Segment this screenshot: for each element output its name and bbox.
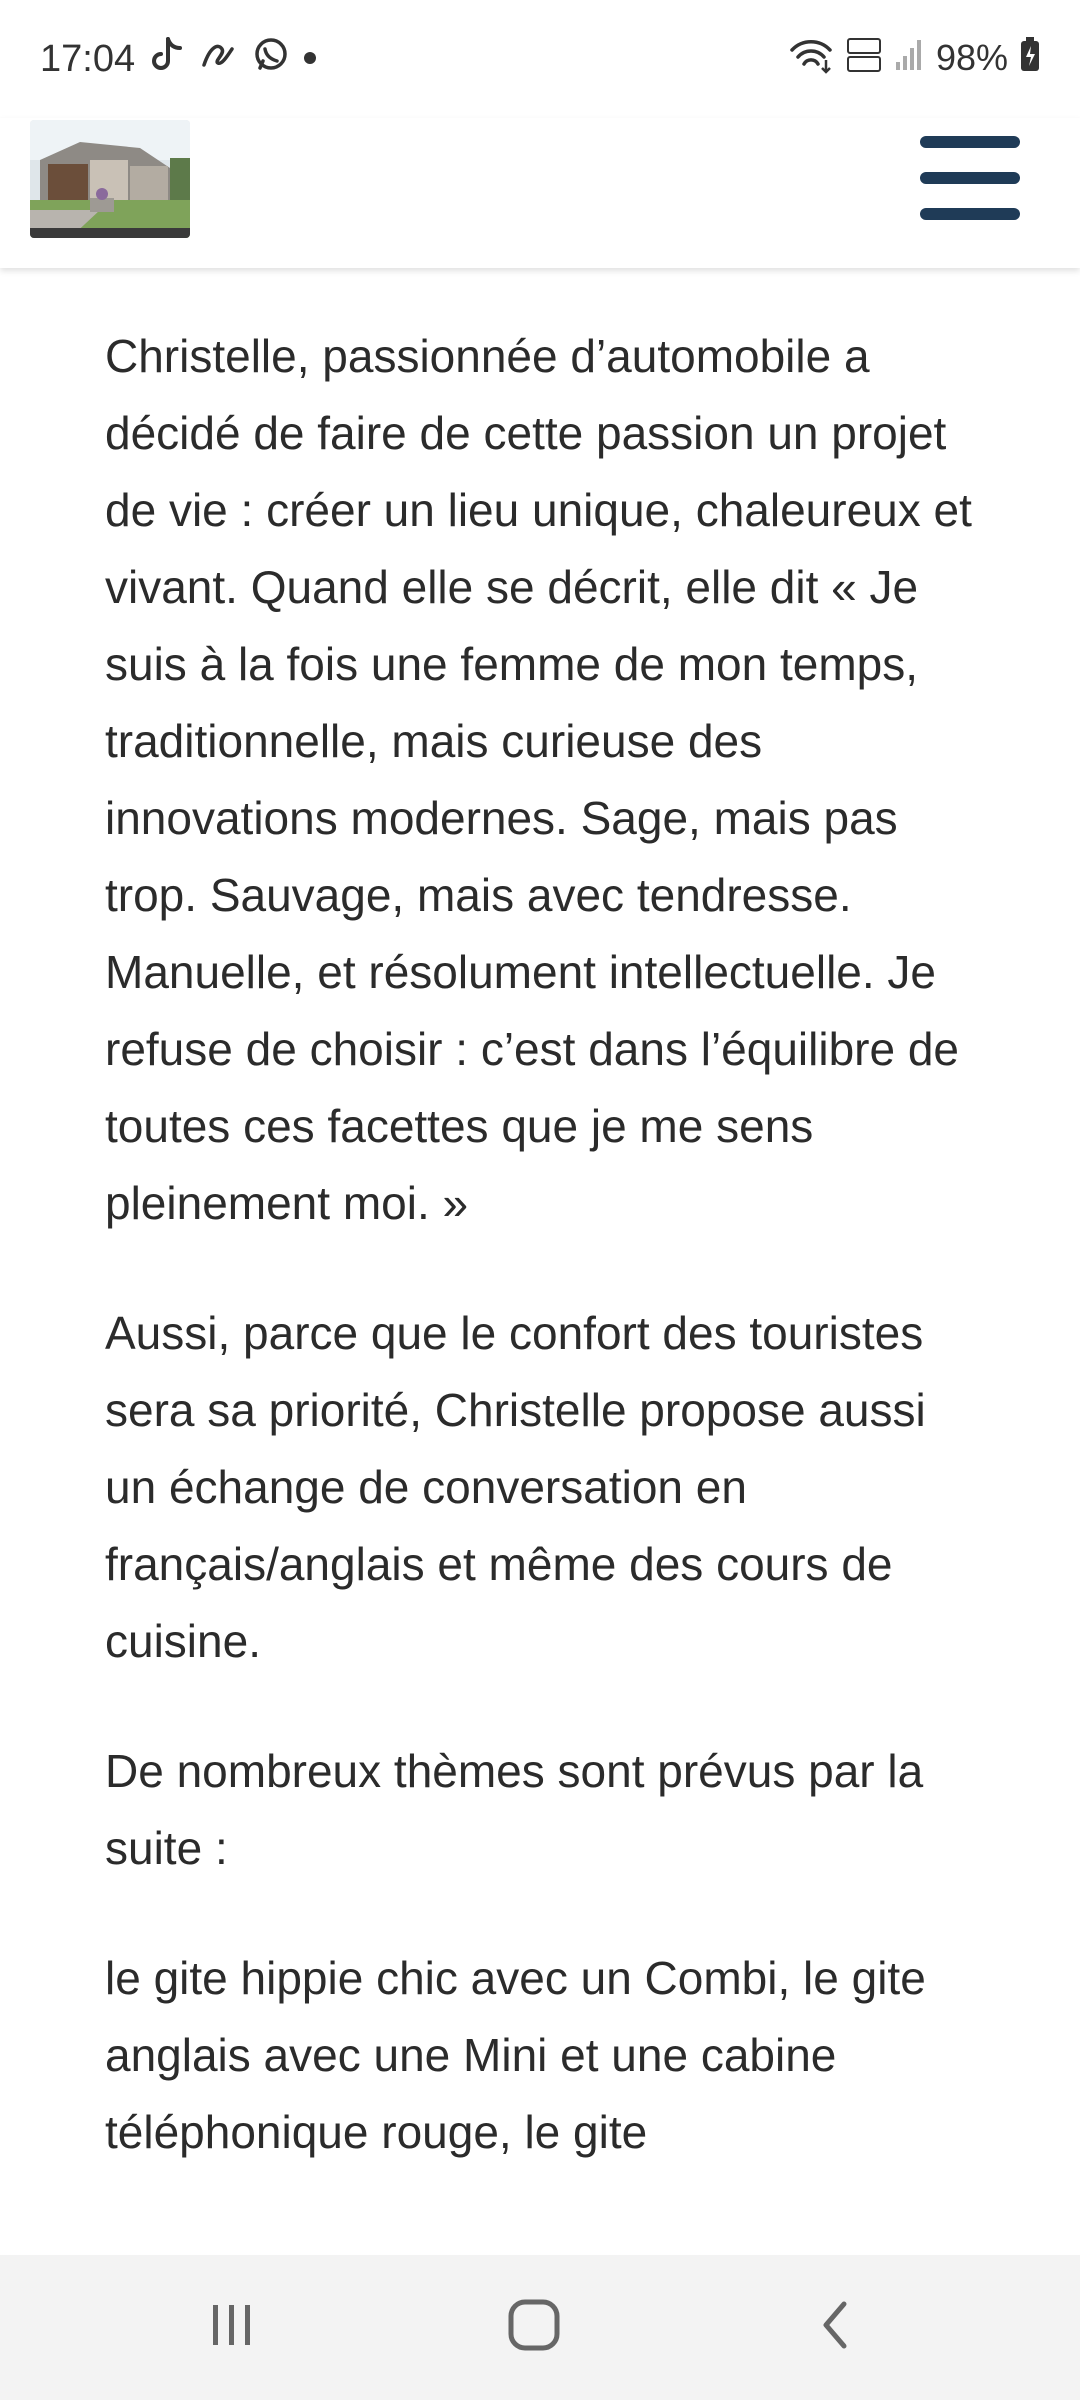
home-icon[interactable] bbox=[474, 2285, 594, 2365]
status-time: 17:04 bbox=[40, 38, 136, 80]
volte-icon bbox=[846, 37, 882, 78]
recent-apps-icon[interactable] bbox=[172, 2285, 292, 2365]
house-photo-logo[interactable] bbox=[30, 120, 190, 238]
wifi-icon bbox=[788, 36, 834, 79]
paragraph-gites: le gite hippie chic avec un Combi, le gite anglais avec une Mini et une cabine téléphonique rouge, le gite bbox=[105, 1952, 926, 2158]
paragraph-christelle: Christelle, passionnée d’automobile a décidé de faire de cette passion un projet de vie : créer un lieu unique, chaleureux et vivant. Quand elle se décrit, elle dit « Je suis à la fois une femme de mon temps, traditionnelle, mais curieuse des innovations modernes. Sage, mais pas trop. Sauvage, mais avec tendresse. Manuelle, et résolument intellectuelle. Je refuse de choisir : c’est dans l’équilibre de toutes ces facettes que je me sens pleinement moi. » bbox=[105, 330, 972, 1229]
paragraph-themes: De nombreux thèmes sont prévus par la suite : bbox=[105, 1745, 924, 1874]
battery-icon bbox=[1020, 37, 1040, 78]
battery-percentage: 98% bbox=[935, 36, 1008, 78]
paragraph-confort: Aussi, parce que le confort des touristes sera sa priorité, Christelle propose aussi un échange de conversation en français/anglais et même des cours de cuisine. bbox=[105, 1307, 926, 1667]
dot-icon bbox=[304, 52, 316, 64]
tiktok-icon bbox=[150, 36, 184, 79]
hamburger-menu-icon[interactable] bbox=[920, 136, 1020, 220]
status-bar bbox=[0, 0, 1080, 118]
signal-icon bbox=[894, 38, 924, 77]
navigation-bar bbox=[0, 2255, 1080, 2400]
whatsapp-icon bbox=[252, 36, 290, 79]
site-header bbox=[0, 118, 1080, 268]
notification-icons bbox=[150, 36, 316, 79]
back-icon[interactable] bbox=[776, 2285, 896, 2365]
link-icon bbox=[198, 37, 238, 78]
article-content bbox=[105, 318, 985, 2224]
system-icons bbox=[788, 36, 1040, 79]
